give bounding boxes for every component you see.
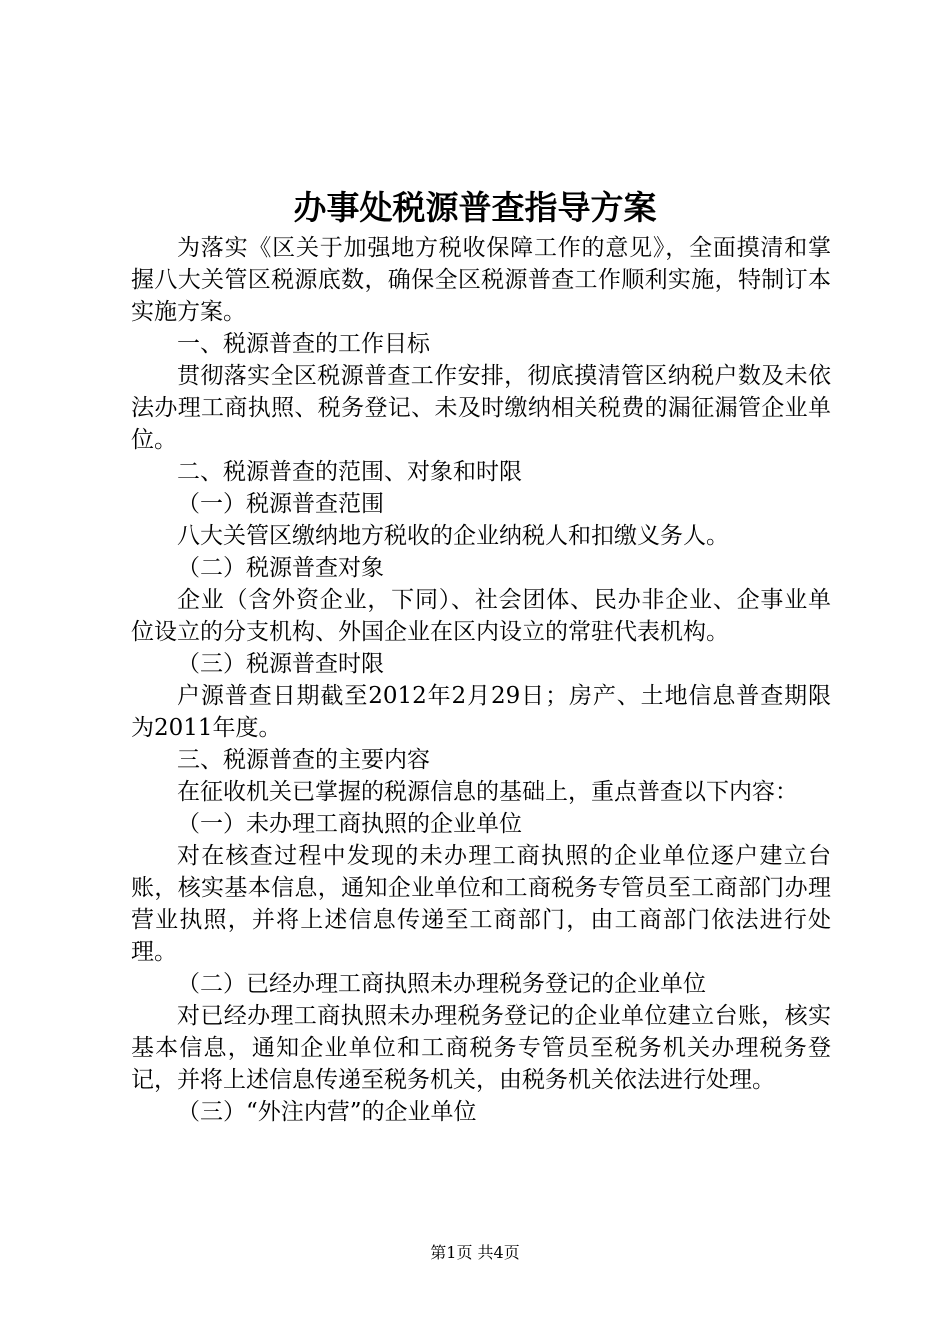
- subheading: （二）税源普查对象: [177, 555, 384, 581]
- subheading: （三）“外注内营”的企业单位: [177, 1099, 477, 1125]
- subheading: （三）税源普查时限: [177, 651, 384, 677]
- subheading: （一）未办理工商执照的企业单位: [177, 811, 522, 837]
- document-title: 办事处税源普查指导方案: [293, 188, 657, 227]
- subheading: （一）税源普查范围: [177, 491, 384, 517]
- paragraph: 对已经办理工商执照未办理税务登记的企业单位建立台账，核实基本信息，通知企业单位和工商税务专管员至税务机关办理税务登记，并将上述信息传递至税务机关，由税务机关依法进行处理。: [131, 1003, 831, 1093]
- heading-section-3: 三、税源普查的主要内容: [177, 747, 430, 773]
- paragraph: 户源普查日期截至2012年2月29日；房产、土地信息普查期限为2011年度。: [131, 683, 831, 741]
- subheading: （二）已经办理工商执照未办理税务登记的企业单位: [177, 971, 706, 997]
- paragraph: 贯彻落实全区税源普查工作安排，彻底摸清管区纳税户数及未依法办理工商执照、税务登记、未及时缴纳相关税费的漏征漏管企业单位。: [131, 363, 831, 453]
- paragraph: 在征收机关已掌握的税源信息的基础上，重点普查以下内容：: [177, 779, 798, 805]
- heading-section-1: 一、税源普查的工作目标: [177, 331, 430, 357]
- page-number-footer: 第1页 共4页: [430, 1243, 520, 1262]
- paragraph-intro: 为落实《区关于加强地方税收保障工作的意见》，全面摸清和掌握八大关管区税源底数，确保全区税源普查工作顺利实施，特制订本实施方案。: [131, 235, 831, 325]
- document-body: [131, 232, 831, 1128]
- paragraph: 企业（含外资企业，下同）、社会团体、民办非企业、企事业单位设立的分支机构、外国企业在区内设立的常驻代表机构。: [131, 587, 831, 645]
- paragraph: 对在核查过程中发现的未办理工商执照的企业单位逐户建立台账，核实基本信息，通知企业单位和工商税务专管员至工商部门办理营业执照，并将上述信息传递至工商部门，由工商部门依法进行处理。: [131, 843, 831, 965]
- heading-section-2: 二、税源普查的范围、对象和时限: [177, 459, 522, 485]
- paragraph: 八大关管区缴纳地方税收的企业纳税人和扣缴义务人。: [177, 523, 729, 549]
